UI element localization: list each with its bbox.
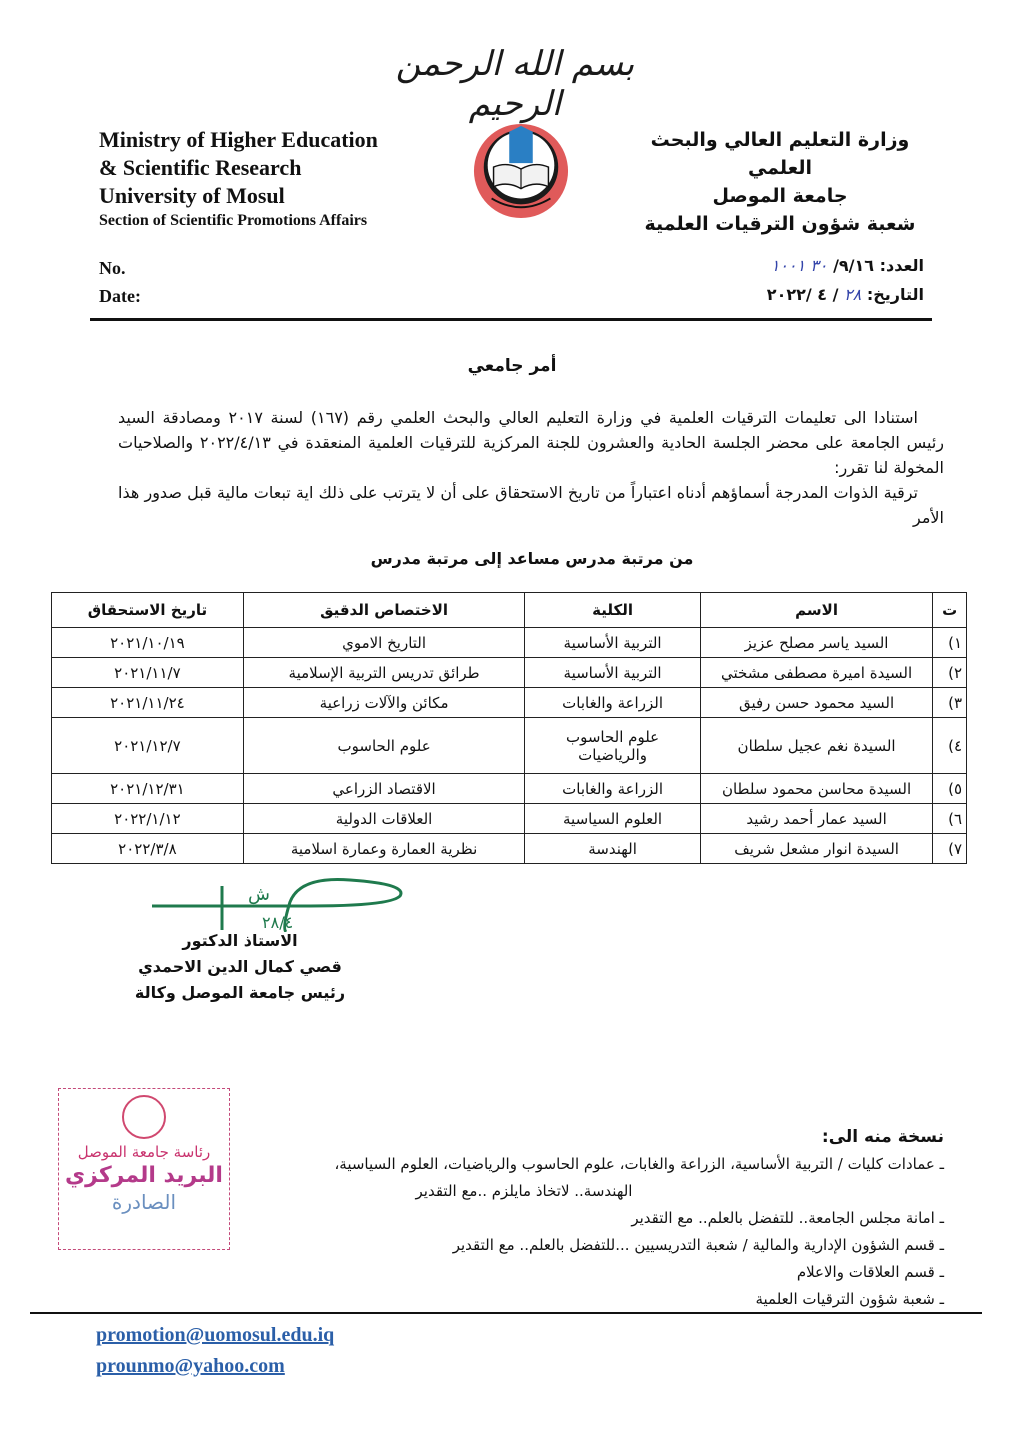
row-index: ٥) bbox=[933, 774, 967, 804]
table-header-row bbox=[52, 593, 967, 628]
row-due-date: ٢٠٢١/١٢/٣١ bbox=[52, 774, 244, 804]
row-due-date: ٢٠٢١/١١/٧ bbox=[52, 658, 244, 688]
row-due-date: ٢٠٢١/١٢/٧ bbox=[52, 718, 244, 774]
row-specialty: علوم الحاسوب bbox=[243, 718, 525, 774]
ministry-name-en: Ministry of Higher Education bbox=[99, 127, 378, 152]
stamp-line-2: البريد المركزي bbox=[65, 1163, 223, 1188]
date-label-ar: التاريخ: bbox=[866, 285, 924, 304]
basmala-calligraphy: بسم الله الرحمن الرحيم bbox=[395, 44, 635, 124]
row-name: السيدة نغم عجيل سلطان bbox=[700, 718, 933, 774]
number-handwritten: ٣٠ ١٠٠١ bbox=[770, 256, 828, 275]
contact-emails bbox=[96, 1320, 334, 1382]
row-name: السيدة اميرة مصطفى مشختي bbox=[700, 658, 933, 688]
reference-labels-en bbox=[99, 254, 141, 310]
row-college: التربية الأساسية bbox=[525, 658, 700, 688]
row-college: الزراعة والغابات bbox=[525, 774, 700, 804]
signatory-position: رئيس جامعة الموصل وكالة bbox=[134, 983, 346, 1002]
ministry-name-ar: وزارة التعليم العالي والبحث العلمي bbox=[650, 129, 910, 179]
row-index: ٣) bbox=[933, 688, 967, 718]
copy-to-title: نسخة منه الى: bbox=[821, 1127, 944, 1147]
header-name: الاسم bbox=[700, 593, 933, 628]
row-due-date: ٢٠٢١/١٠/١٩ bbox=[52, 628, 244, 658]
email-link-promotion[interactable]: promotion@uomosul.edu.iq bbox=[96, 1324, 335, 1346]
row-index: ١) bbox=[933, 628, 967, 658]
signature-date: ٢٨/٤ bbox=[262, 913, 294, 932]
row-name: السيد ياسر مصلح عزيز bbox=[700, 628, 933, 658]
footer-divider bbox=[30, 1312, 982, 1314]
stamp-line-1: رئاسة جامعة الموصل bbox=[77, 1143, 211, 1161]
reference-labels-ar bbox=[767, 251, 924, 309]
order-paragraph-2: ترقية الذوات المدرجة أسماؤهم أدناه اعتباراً من تاريخ الاستحقاق على أن لا يترتب على ذلك اية تبعات مالية قبل صدور هذا الأمر bbox=[118, 483, 944, 527]
table-row bbox=[52, 718, 967, 774]
header-divider bbox=[90, 318, 932, 321]
copy-to-item: ـ قسم العلاقات والاعلام bbox=[796, 1263, 944, 1281]
row-college: الزراعة والغابات bbox=[525, 688, 700, 718]
row-index: ٧) bbox=[933, 834, 967, 864]
row-specialty: العلاقات الدولية bbox=[243, 804, 525, 834]
handwritten-signature-icon bbox=[150, 872, 410, 932]
signatory-block bbox=[120, 928, 360, 1006]
row-due-date: ٢٠٢٢/٣/٨ bbox=[52, 834, 244, 864]
signatory-title: الاستاذ الدكتور bbox=[182, 931, 298, 950]
english-letterhead bbox=[99, 126, 459, 232]
row-name: السيدة محاسن محمود سلطان bbox=[700, 774, 933, 804]
header-specialty: الاختصاص الدقيق bbox=[243, 593, 525, 628]
row-college: علوم الحاسوب والرياضيات bbox=[525, 718, 700, 774]
header-due-date: تاريخ الاستحقاق bbox=[52, 593, 244, 628]
row-college: الهندسة bbox=[525, 834, 700, 864]
row-specialty: مكائن والآلات زراعية bbox=[243, 688, 525, 718]
number-label-en: No. bbox=[99, 258, 126, 278]
table-row bbox=[52, 658, 967, 688]
section-name-ar: شعبة شؤون الترقيات العلمية bbox=[644, 213, 916, 235]
row-college: التربية الأساسية bbox=[525, 628, 700, 658]
svg-text:ش: ش bbox=[248, 884, 270, 905]
date-label-en: Date: bbox=[99, 286, 141, 306]
university-name-ar: جامعة الموصل bbox=[712, 185, 848, 207]
header-index: ت bbox=[933, 593, 967, 628]
stamp-seal-icon bbox=[122, 1095, 166, 1139]
number-label-ar: العدد: bbox=[879, 256, 924, 275]
row-specialty: طرائق تدريس التربية الإسلامية bbox=[243, 658, 525, 688]
table-row bbox=[52, 688, 967, 718]
copy-to-item: ـ عمادات كليات / التربية الأساسية، الزراعة والغابات، علوم الحاسوب والرياضيات، العلوم السياسية، bbox=[334, 1155, 944, 1173]
row-specialty: نظرية العمارة وعمارة اسلامية bbox=[243, 834, 525, 864]
ministry-name-en-2: & Scientific Research bbox=[99, 155, 302, 180]
copy-to-item-continuation: الهندسة.. لاتخاذ مايلزم ..مع التقدير bbox=[415, 1182, 633, 1200]
row-index: ٤) bbox=[933, 718, 967, 774]
arabic-letterhead bbox=[630, 126, 930, 238]
reference-number bbox=[767, 251, 924, 280]
header-college: الكلية bbox=[525, 593, 700, 628]
order-title: أمر جامعي bbox=[467, 356, 557, 376]
order-body bbox=[118, 405, 944, 530]
stamp-line-3: الصادرة bbox=[111, 1190, 177, 1214]
row-due-date: ٢٠٢٢/١/١٢ bbox=[52, 804, 244, 834]
section-name-en: Section of Scientific Promotions Affairs bbox=[99, 212, 368, 229]
number-printed: ٩/١٦/ bbox=[833, 256, 875, 275]
copy-to-item: ـ شعبة شؤون الترقيات العلمية bbox=[755, 1290, 944, 1308]
copy-to-list bbox=[164, 1124, 944, 1313]
signatory-name: قصي كمال الدين الاحمدي bbox=[138, 957, 342, 976]
row-specialty: التاريخ الاموي bbox=[243, 628, 525, 658]
email-link-yahoo[interactable]: prounmo@yahoo.com bbox=[96, 1355, 285, 1377]
row-index: ٦) bbox=[933, 804, 967, 834]
row-due-date: ٢٠٢١/١١/٢٤ bbox=[52, 688, 244, 718]
copy-to-item: ـ امانة مجلس الجامعة.. للتفضل بالعلم.. مع التقدير bbox=[631, 1209, 944, 1227]
row-specialty: الاقتصاد الزراعي bbox=[243, 774, 525, 804]
row-college: العلوم السياسية bbox=[525, 804, 700, 834]
table-row bbox=[52, 628, 967, 658]
order-paragraph-1: استنادا الى تعليمات الترقيات العلمية في وزارة التعليم العالي والبحث العلمي رقم (١٦٧) لسنة ٢٠١٧ ومصادقة السيد رئيس الجامعة على محضر الجلسة الحادية والعشرون للجنة المركزية للترقيات العلمية المنعقدة في ٢٠٢٢/٤/١٣ والصلاحيات المخولة لنا تقرر: bbox=[118, 408, 944, 477]
row-name: السيد عمار أحمد رشيد bbox=[700, 804, 933, 834]
table-row bbox=[52, 774, 967, 804]
copy-to-item: ـ قسم الشؤون الإدارية والمالية / شعبة التدريسيين ...للتفضل بالعلم.. مع التقدير bbox=[452, 1236, 944, 1254]
row-name: السيد محمود حسن رفيق bbox=[700, 688, 933, 718]
university-name-en: University of Mosul bbox=[99, 183, 285, 208]
table-row bbox=[52, 834, 967, 864]
university-of-mosul-emblem-icon bbox=[472, 122, 570, 220]
date-printed: / ٤ /٢٠٢٢ bbox=[766, 285, 839, 304]
promotions-table bbox=[51, 592, 967, 864]
reference-date bbox=[767, 280, 924, 309]
row-index: ٢) bbox=[933, 658, 967, 688]
date-handwritten: ٢٨ bbox=[844, 285, 862, 304]
rank-change-title: من مرتبة مدرس مساعد إلى مرتبة مدرس bbox=[370, 549, 694, 568]
row-name: السيدة انوار مشعل شريف bbox=[700, 834, 933, 864]
table-row bbox=[52, 804, 967, 834]
